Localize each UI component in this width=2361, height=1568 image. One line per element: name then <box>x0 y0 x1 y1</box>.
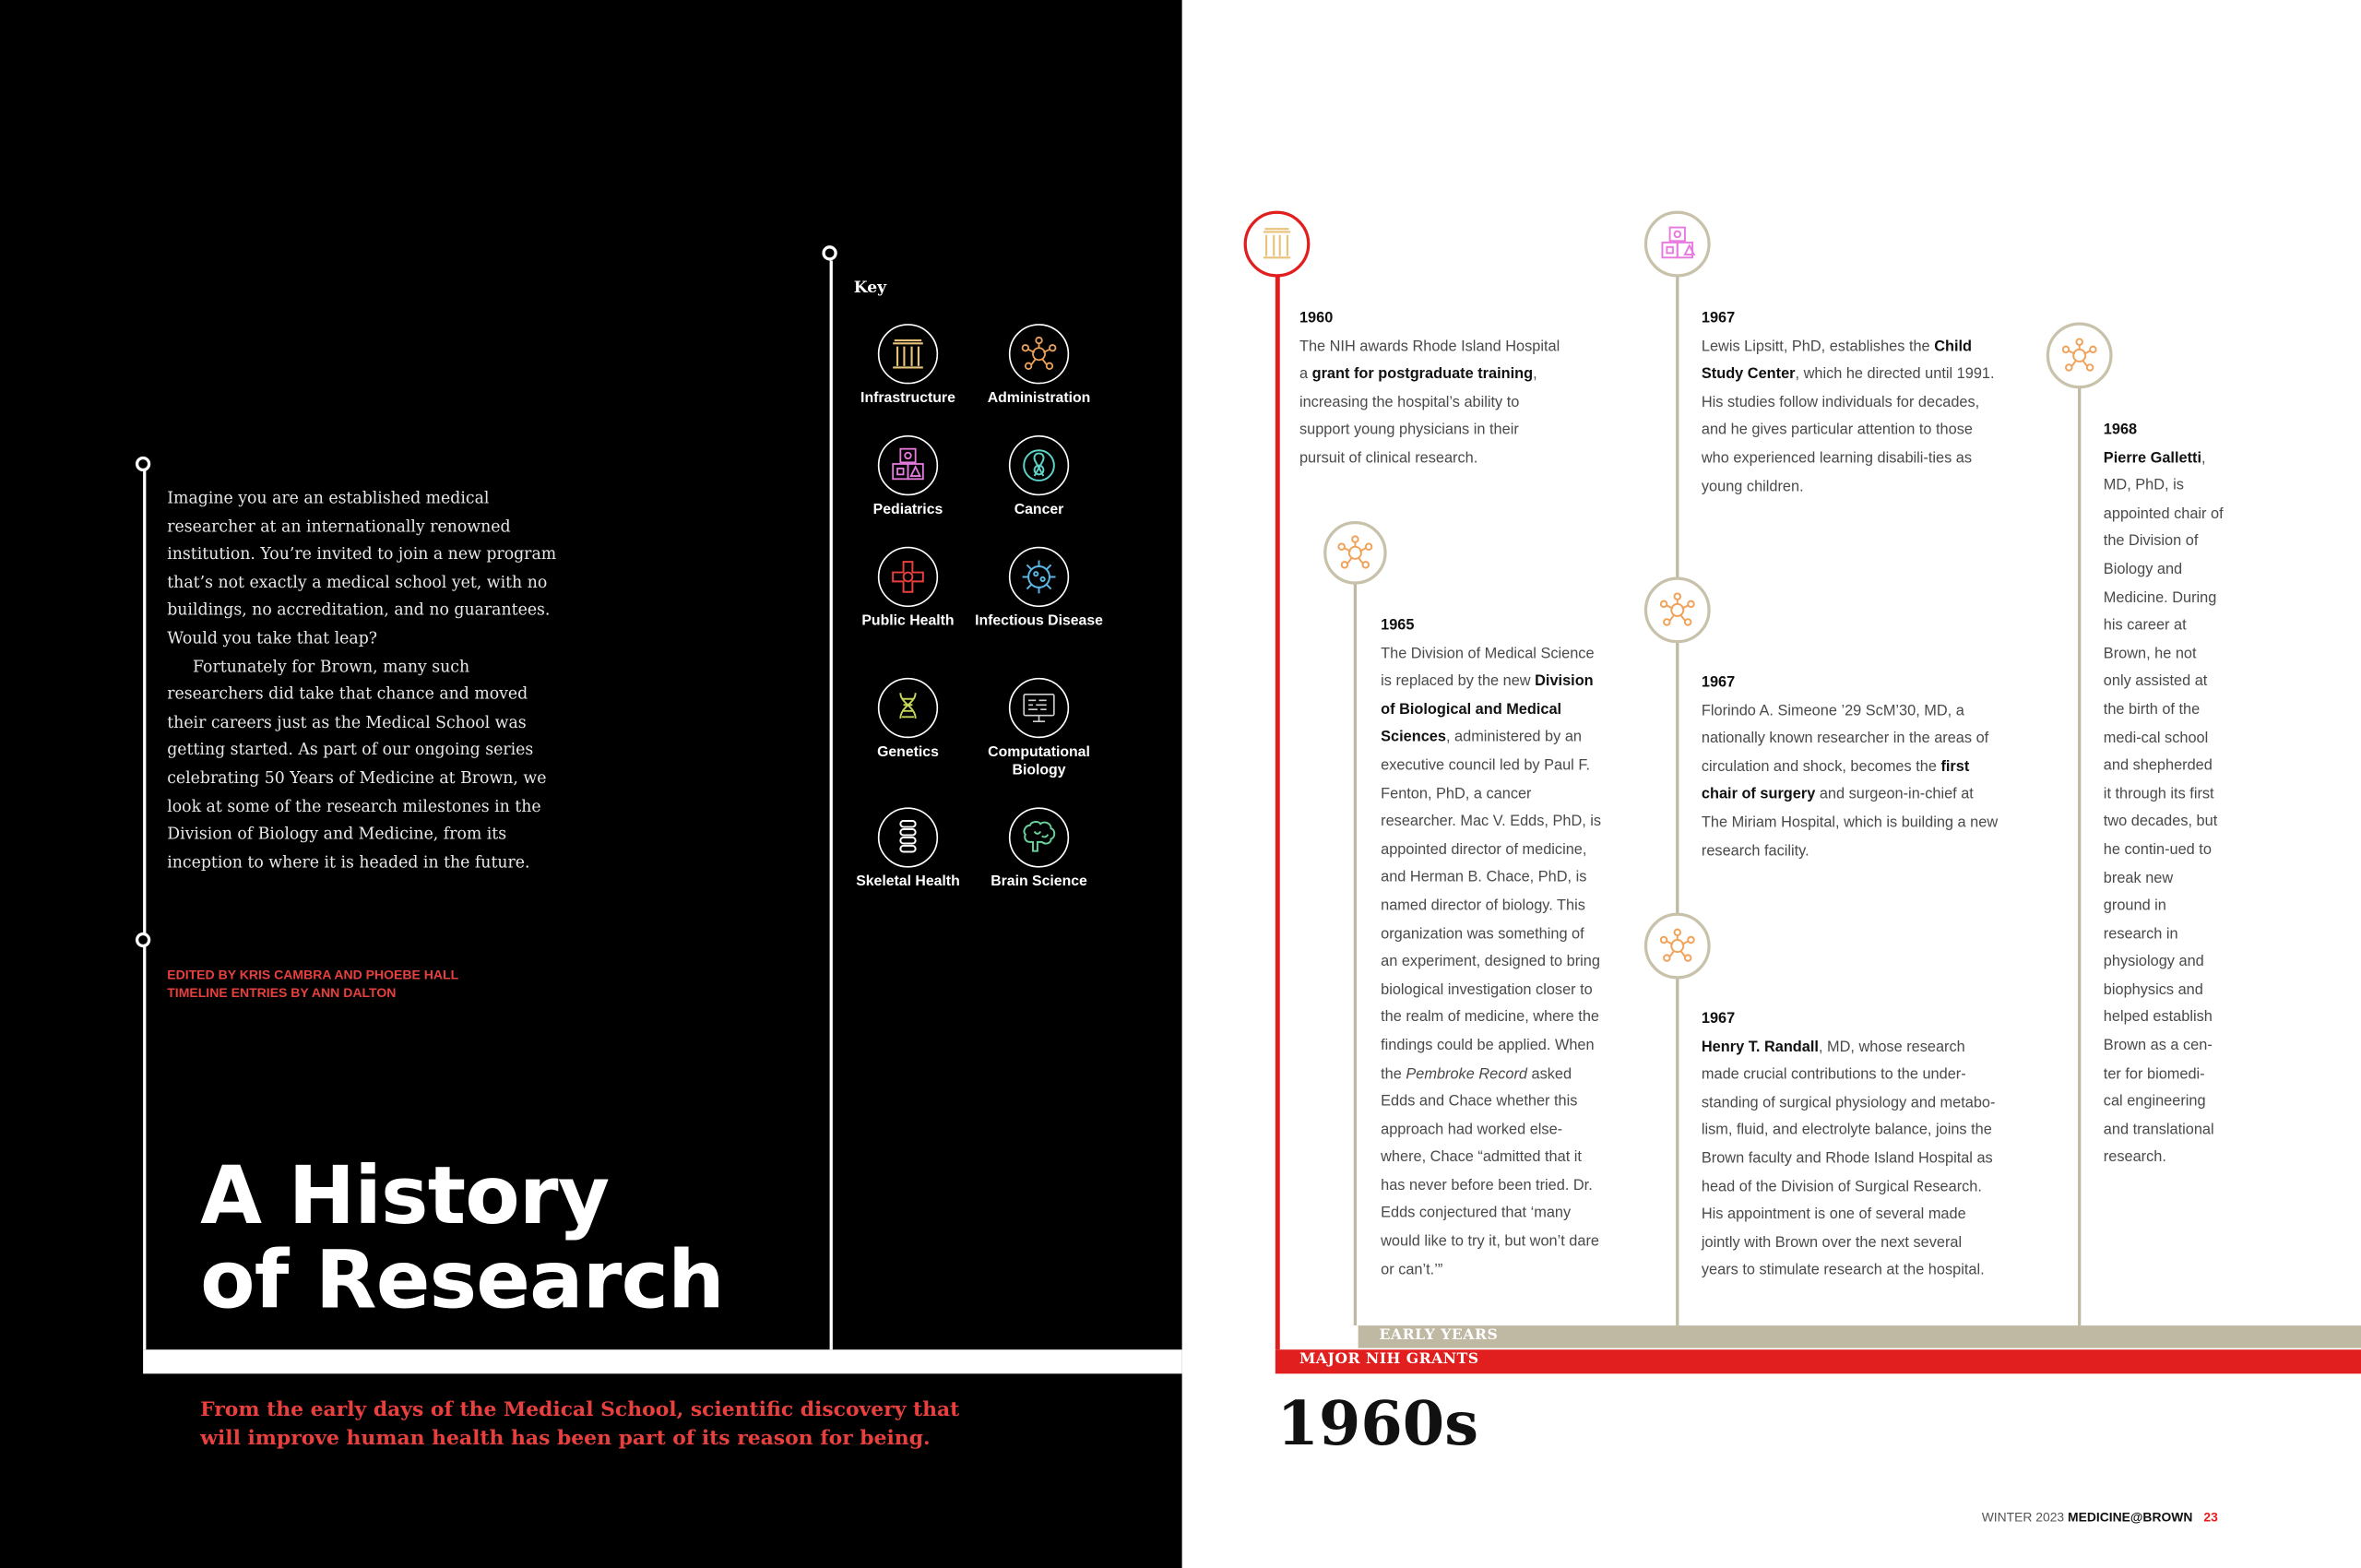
entry-bold-text: Henry T. Randall <box>1701 1039 1819 1056</box>
key-circle <box>878 807 938 867</box>
intro-text <box>167 485 558 877</box>
entry-year: 1965 <box>1381 617 1415 635</box>
entry-bold-text: first chair of surgery <box>1701 758 1970 804</box>
early-years-label: EARLY YEARS <box>1379 1326 1499 1344</box>
key-item-brain-science <box>974 807 1103 891</box>
entry-text: The Division of Medical Science is replaced by the new <box>1381 645 1595 691</box>
decade-heading: 1960s <box>1276 1388 1479 1460</box>
key-item-cancer <box>974 435 1103 519</box>
entry-text: The NIH awards Rhode Island Hospital a <box>1299 338 1560 384</box>
infrastructure-node <box>1244 211 1311 278</box>
key-timeline-line <box>830 261 833 1350</box>
entry-text: , MD, whose research made crucial contributions to the under-standing of surgical physiology and metabo-lism, fluid, and electrolyte balance, joins the Brown faculty and Rhode Island Hospital as head of the Division of Surgical Research. His appointment is one of several made jointly with Brown over the next several years to stimulate research at the hospital. <box>1701 1039 1996 1280</box>
title-underline-bar <box>143 1349 1182 1373</box>
key-circle <box>1009 324 1069 384</box>
nih-grants-label: MAJOR NIH GRANTS <box>1299 1350 1479 1368</box>
nih-timeline-line <box>1275 274 1280 1349</box>
entry-text: , which he directed until 1991. His studies follow individuals for decades, and he gives particular attention to those who experienced learning disabili-ties as young children. <box>1701 366 1995 495</box>
key-circle <box>1009 547 1069 607</box>
administration-node-3 <box>1644 913 1711 980</box>
key-item-label: Pediatrics <box>872 501 943 518</box>
timeline-entry-1967-simeone <box>1702 671 1999 867</box>
issue-label: WINTER 2023 <box>1981 1509 2065 1525</box>
subtitle-line-1: From the early days of the Medical School, scientific discovery that <box>200 1397 960 1422</box>
key-item-label: Cancer <box>1014 501 1064 518</box>
key-circle <box>878 547 938 607</box>
entry-bold-text: grant for postgraduate training <box>1311 366 1534 384</box>
pillars-icon <box>1261 226 1294 262</box>
key-item-label: Genetics <box>877 743 939 761</box>
early-line-3 <box>2078 386 2081 1325</box>
nih-grants-band <box>1275 1349 2361 1373</box>
page-title <box>200 1150 724 1327</box>
administration-node-1 <box>1323 521 1387 585</box>
key-item-label: Administration <box>987 389 1091 407</box>
entry-year: 1968 <box>2103 422 2138 439</box>
pillars-icon <box>888 335 927 374</box>
key-circle <box>1009 807 1069 867</box>
administration-node-2 <box>1644 576 1711 643</box>
entry-text: Florindo A. Simeone ’29 ScM’30, MD, a nationally known researcher in the areas of circulation and shock, becomes the <box>1701 702 1989 776</box>
entry-year: 1967 <box>1701 1010 1736 1028</box>
key-circle <box>878 324 938 384</box>
editors-credit: EDITED BY KRIS CAMBRA AND PHOEBE HALL <box>167 967 459 982</box>
key-item-label: Brain Science <box>991 873 1087 891</box>
key-item-pediatrics <box>843 435 972 519</box>
entry-bold-text: Child Study Center <box>1701 338 1973 384</box>
key-circle <box>878 435 938 495</box>
network-icon <box>1335 533 1374 572</box>
key-item-label: Public Health <box>861 612 955 630</box>
credits <box>167 966 458 1002</box>
timeline-entry-1967-randall <box>1702 1006 2003 1287</box>
entry-text: and surgeon-in-chief at The Miriam Hospital, which is building a new research facility. <box>1701 787 1999 860</box>
key-item-label: Infrastructure <box>860 389 955 407</box>
timeline-entry-1968 <box>2104 417 2225 1173</box>
key-circle <box>878 678 938 738</box>
intro-paragraph-2: Fortunately for Brown, many such researchers did take that chance and moved their careers just as the Medical School was getting started. As part of our ongoing series celebrating 50 Years of Medicine at Brown, we look at some of the research milestones in the Division of Biology and Medicine, from its inception to where it is headed in the future. <box>167 657 547 873</box>
entry-year: 1967 <box>1701 310 1736 327</box>
blocks-icon <box>1658 224 1697 263</box>
key-item-infectious-disease <box>974 547 1103 631</box>
early-line-2 <box>1676 274 1679 1325</box>
subtitle <box>200 1396 959 1454</box>
spine-icon <box>888 818 927 857</box>
title-line-1: A History <box>200 1150 610 1243</box>
entry-text: , increasing the hospital’s ability to support young physicians in their pursuit of clinical research. <box>1299 366 1537 468</box>
cross-icon <box>888 557 927 596</box>
monitor-icon <box>1019 688 1058 727</box>
key-circle <box>1009 678 1069 738</box>
early-years-band <box>1358 1325 2361 1348</box>
timeline-credit: TIMELINE ENTRIES BY ANN DALTON <box>167 985 397 1001</box>
title-line-2: of Research <box>200 1235 724 1327</box>
key-heading: Key <box>853 279 887 297</box>
key-item-genetics <box>843 678 972 762</box>
network-icon <box>2059 336 2098 374</box>
key-node <box>822 245 836 260</box>
entry-text: , MD, PhD, is appointed chair of the Division of Biology and Medicine. During his career at Brown, he not only assisted at the birth of the medi-cal school and shepherded it through its first two decades, but he contin-ued to break new ground in research in physiology and biophysics and helped establish Brown as a cen-ter for biomedi-cal engineering and translational research. <box>2103 449 2224 1167</box>
subtitle-line-2: will improve human health has been part of its reason for being. <box>200 1426 931 1451</box>
publication-name: MEDICINE@BROWN <box>2068 1509 2193 1525</box>
key-item-infrastructure <box>843 324 972 408</box>
blocks-icon <box>888 445 927 484</box>
key-item-administration <box>974 324 1103 408</box>
network-icon <box>1019 335 1058 374</box>
intro-paragraph-1: Imagine you are an established medical researcher at an internationally renowned institution. You’re invited to join a new program that’s not exactly a medical school yet, with no buildings, no accreditation, and no guarantees. Would you take that leap? <box>167 489 557 648</box>
intro-timeline-line <box>143 470 146 1350</box>
early-line-1 <box>1354 581 1357 1325</box>
cancer-ribbon-icon <box>1019 445 1058 484</box>
key-item-label: Skeletal Health <box>856 873 960 891</box>
key-item-label: Computational Biology <box>988 743 1090 779</box>
dna-icon <box>888 688 927 727</box>
key-item-skeletal-health <box>843 807 972 891</box>
page-footer <box>1982 1509 2218 1524</box>
entry-text: , administered by an executive council led by Paul F. Fenton, PhD, a cancer researcher. Mac V. Edds, PhD, is appointed director of medicine, and Herman B. Chace, PhD, is named director of biology. This organization was something of an experiment, designed to bring biological investigation closer to the realm of medicine, where the findings could be applied. When the <box>1381 730 1602 1083</box>
page-number: 23 <box>2203 1509 2218 1525</box>
entry-year: 1967 <box>1701 674 1736 692</box>
key-item-public-health <box>843 547 972 631</box>
entry-text: Lewis Lipsitt, PhD, establishes the <box>1701 338 1935 355</box>
brain-icon <box>1019 818 1058 857</box>
key-item-label: Infectious Disease <box>975 612 1103 630</box>
timeline-entry-1960 <box>1299 306 1568 474</box>
timeline-entry-1967-lipsitt <box>1702 306 1999 503</box>
entry-bold-text: Pierre Galletti <box>2103 449 2201 467</box>
entry-italic-text: Pembroke Record <box>1406 1065 1527 1083</box>
entry-bold-text: Division of Biological and Medical Sciences <box>1381 673 1594 746</box>
network-icon <box>1658 926 1697 965</box>
key-circle <box>1009 435 1069 495</box>
administration-node-4 <box>2047 322 2113 388</box>
network-icon <box>1658 590 1697 629</box>
timeline-node-bottom <box>136 932 150 947</box>
timeline-entry-1965 <box>1381 613 1604 1286</box>
key-item-computational-biology <box>974 678 1103 780</box>
entry-text: asked Edds and Chace whether this approach had worked else-where, Chace “admitted that it has never before been tried. Dr. Edds conjectured that ‘many would like to try it, but won’t dare or can’t.’” <box>1381 1065 1600 1278</box>
entry-year: 1960 <box>1299 310 1334 327</box>
pediatrics-node <box>1644 211 1711 278</box>
timeline-node-top <box>136 457 150 471</box>
virus-icon <box>1019 557 1058 596</box>
